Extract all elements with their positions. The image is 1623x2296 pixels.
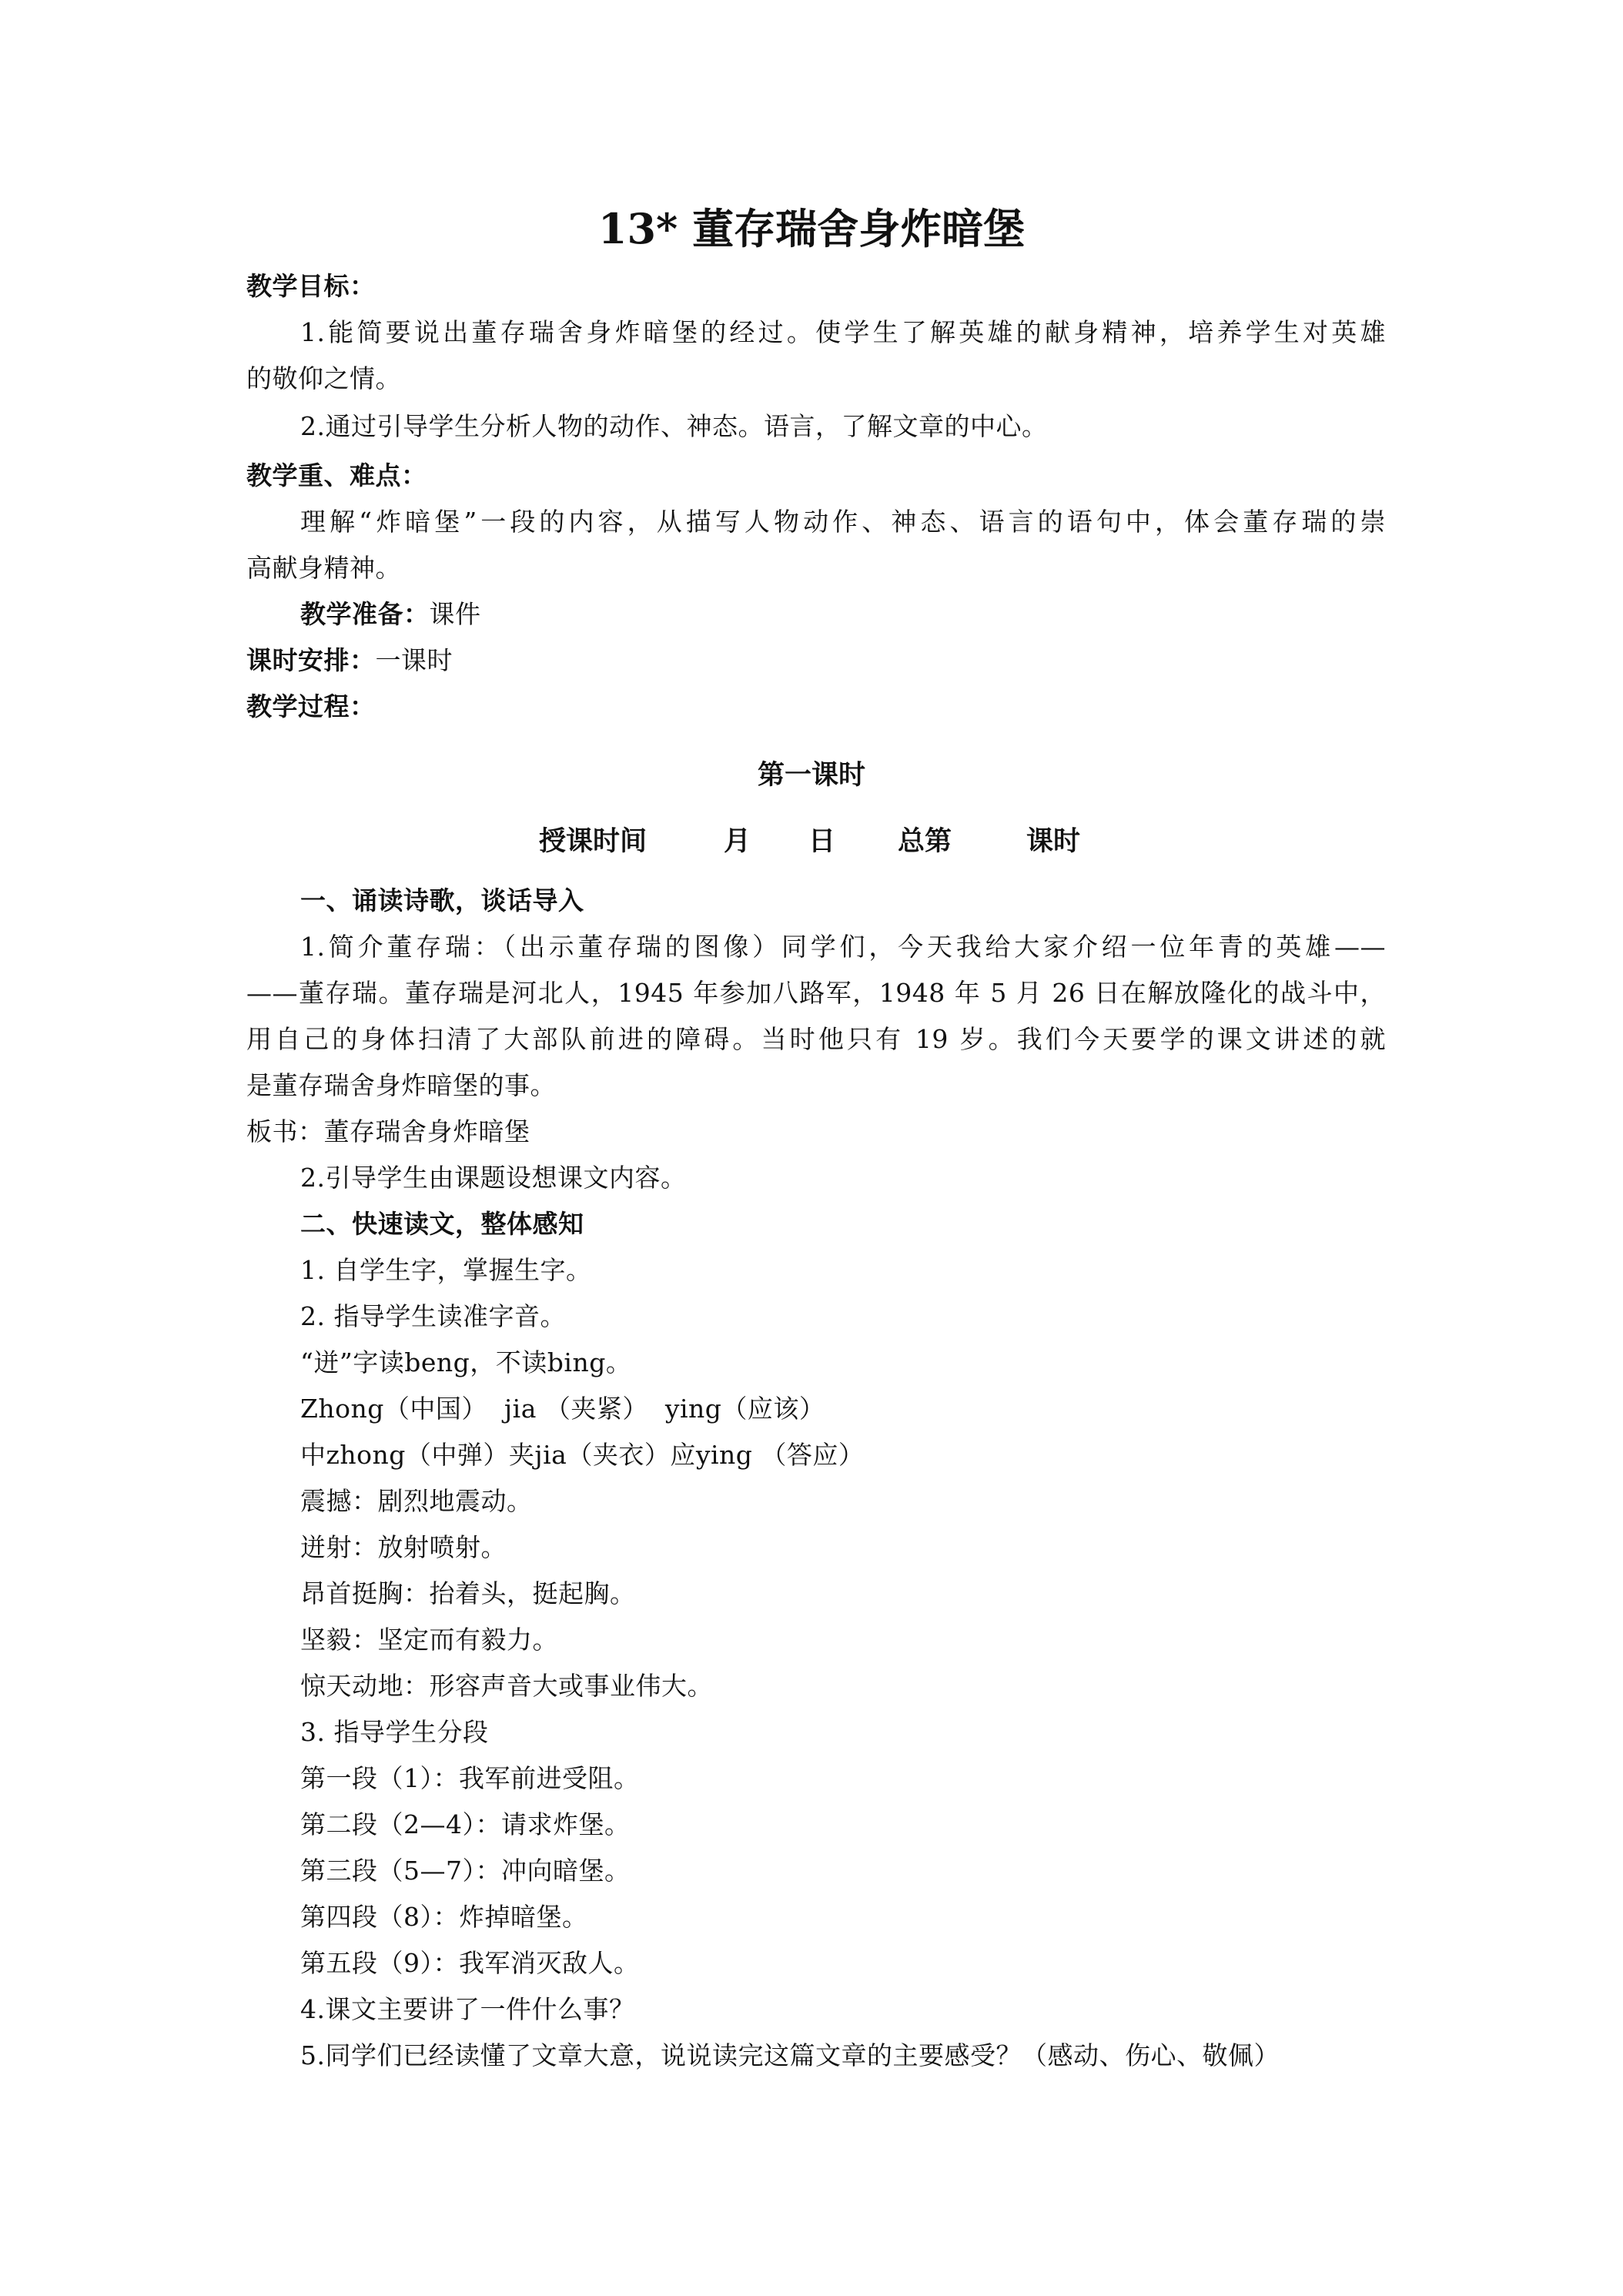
schedule-label: 课时安排： (246, 645, 376, 675)
list-item: 5.同学们已经读懂了文章大意，说说读完这篇文章的主要感受？（感动、伤心、敬佩） (300, 2040, 1280, 2070)
prep-value: 课件 (429, 599, 481, 629)
goal-item-1-line-2: 的敬仰之情。 (246, 363, 401, 393)
list-item: 第三段（5—7）：冲向暗堡。 (300, 1856, 631, 1886)
list-item: 坚毅：坚定而有毅力。 (300, 1625, 558, 1655)
list-item: 1. 自学生字，掌握生字。 (300, 1255, 592, 1285)
lesson-time-label: 授课时间 (539, 825, 648, 857)
lesson-total: 总第 (898, 825, 952, 857)
section-1-p1-line-2: ——董存瑞。董存瑞是河北人，1945 年参加八路军，1948 年 5 月 26 日在解放隆化的战斗中， (246, 978, 1386, 1008)
goals-heading: 教学目标： (246, 271, 376, 301)
key-points-line-1: 理解“炸暗堡”一段的内容，从描写人物动作、神态、语言的语句中，体会董存瑞的崇 (300, 507, 1386, 537)
lesson-period: 课时 (1026, 825, 1081, 857)
list-item: “迸”字读beng，不读bing。 (300, 1347, 632, 1377)
list-item: 第四段（8）：炸掉暗堡。 (300, 1902, 588, 1932)
section-1-p2: 2.引导学生由课题设想课文内容。 (300, 1163, 687, 1193)
list-item: 4.课文主要讲了一件什么事？ (300, 1994, 635, 2024)
lesson-title: 第一课时 (757, 759, 865, 791)
section-2-heading: 二、快速读文，整体感知 (300, 1209, 584, 1239)
board-writing: 板书：董存瑞舍身炸暗堡 (246, 1116, 530, 1146)
section-1-heading: 一、诵读诗歌，谈话导入 (300, 885, 584, 915)
list-item: 第五段（9）：我军消灭敌人。 (300, 1948, 640, 1978)
list-item: 3. 指导学生分段 (300, 1717, 489, 1747)
list-item: 迸射：放射喷射。 (300, 1532, 507, 1562)
section-1-p1-line-1: 1.简介董存瑞：（出示董存瑞的图像）同学们，今天我给大家介绍一位年青的英雄—— (300, 932, 1386, 962)
lesson-day: 日 (808, 825, 836, 857)
list-item: 震撼：剧烈地震动。 (300, 1486, 533, 1516)
document-title: 13* 董存瑞舍身炸暗堡 (597, 204, 1026, 253)
list-item: 第一段（1）：我军前进受阻。 (300, 1763, 640, 1793)
prep-line (300, 597, 1440, 631)
list-item: 中zhong（中弹）夹jia（夹衣）应ying （答应） (300, 1440, 865, 1470)
process-heading: 教学过程： (246, 691, 376, 721)
list-item: 第二段（2—4）：请求炸堡。 (300, 1809, 631, 1839)
schedule-line (246, 644, 1386, 678)
goal-item-2: 2.通过引导学生分析人物的动作、神态。语言，了解文章的中心。 (300, 411, 1048, 441)
key-points-heading: 教学重、难点： (246, 460, 427, 490)
list-item: Zhong（中国） jia （夹紧） ying（应该） (300, 1394, 825, 1424)
prep-label: 教学准备： (300, 599, 430, 629)
lesson-month: 月 (724, 825, 751, 857)
list-item: 2. 指导学生读准字音。 (300, 1301, 566, 1331)
section-1-p1-line-3: 用自己的身体扫清了大部队前进的障碍。当时他只有 19 岁。我们今天要学的课文讲述的就 (246, 1024, 1386, 1054)
list-item: 惊天动地：形容声音大或事业伟大。 (300, 1671, 713, 1701)
section-1-p1-line-4: 是董存瑞舍身炸暗堡的事。 (246, 1070, 556, 1100)
goal-item-1-line-1: 1.能简要说出董存瑞舍身炸暗堡的经过。使学生了解英雄的献身精神，培养学生对英雄 (300, 317, 1386, 347)
schedule-value: 一课时 (375, 645, 453, 675)
key-points-line-2: 高献身精神。 (246, 553, 401, 583)
list-item: 昂首挺胸：抬着头，挺起胸。 (300, 1578, 636, 1608)
